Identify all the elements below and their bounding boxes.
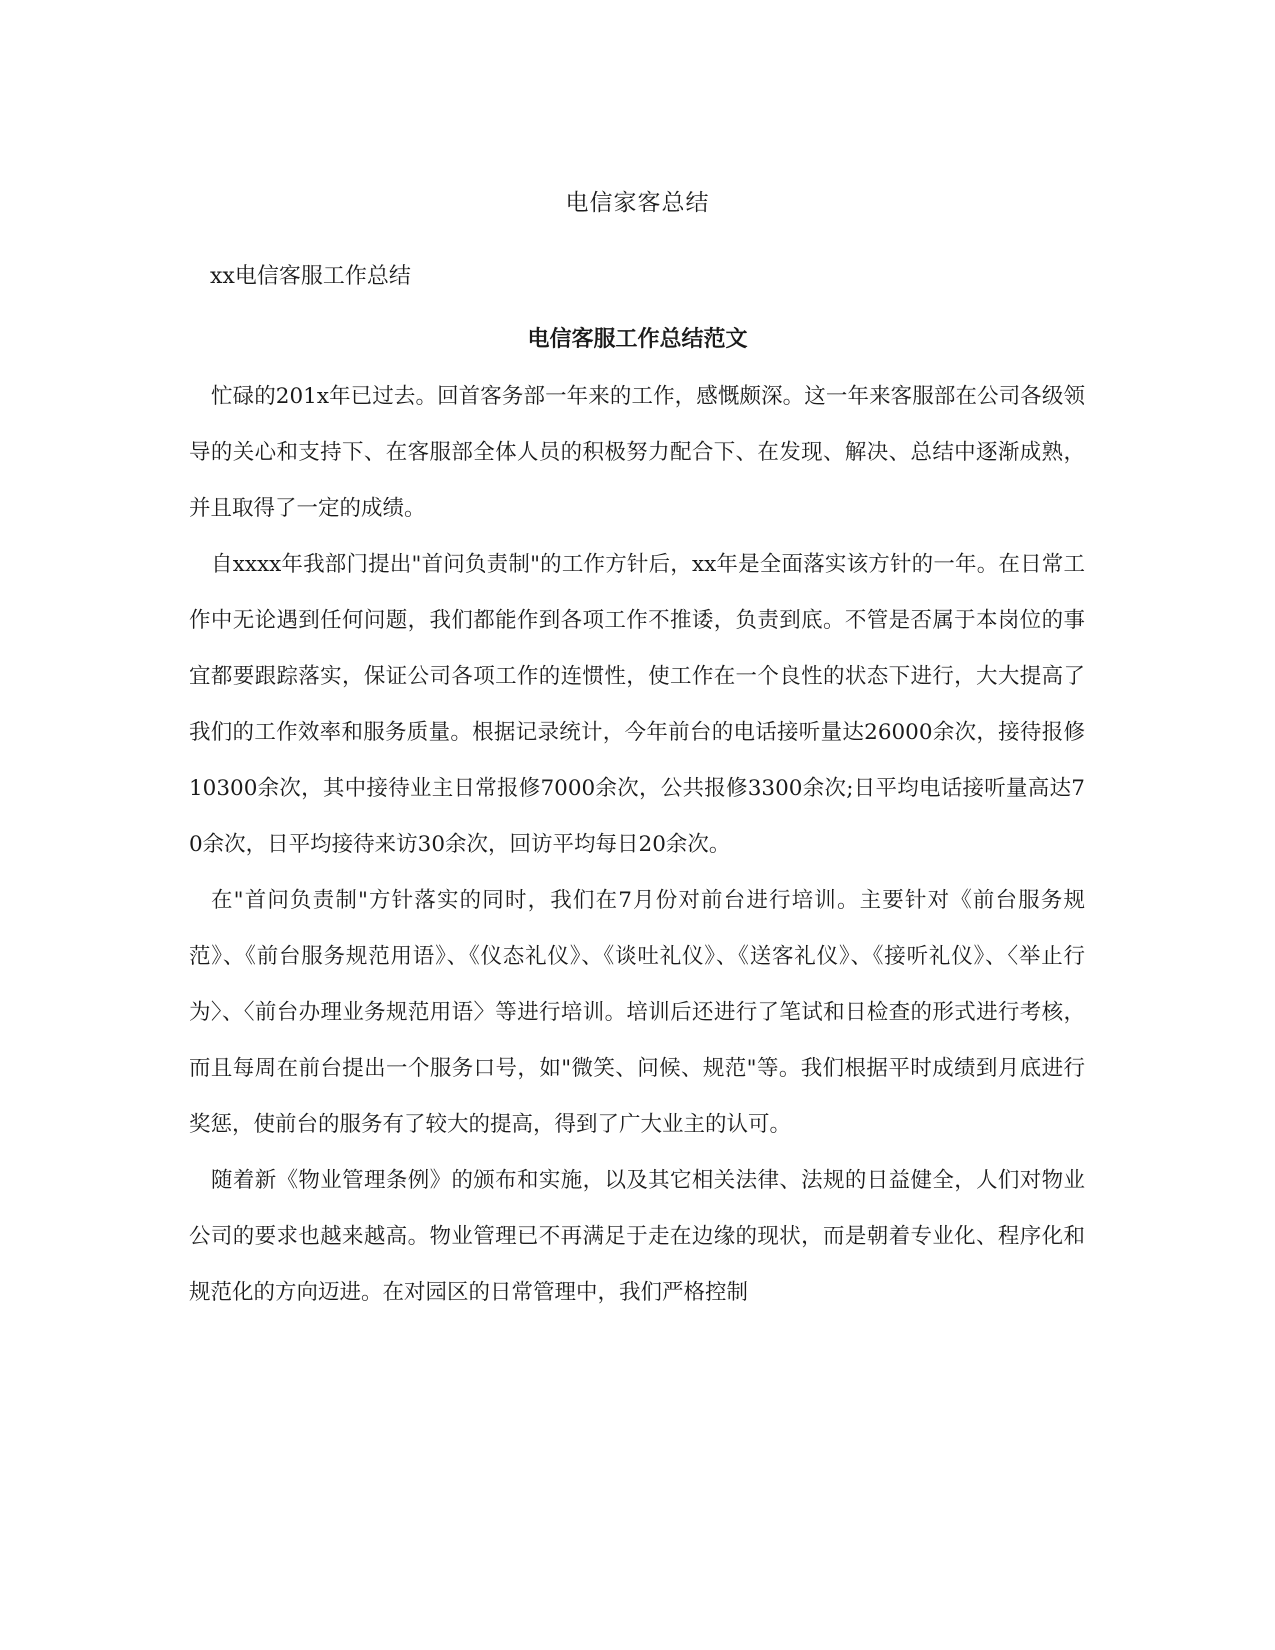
paragraph: 随着新《物业管理条例》的颁布和实施，以及其它相关法律、法规的日益健全，人们对物业公司的要求也越来越高。物业管理已不再满足于走在边缘的现状，而是朝着专业化、程序化和规范化的方向迈进。在对园区的日常管理中，我们严格控制 [189, 1168, 1085, 1305]
paragraph: 自xxxx年我部门提出"首问负责制"的工作方针后，xx年是全面落实该方针的一年。在日常工作中无论遇到任何问题，我们都能作到各项工作不推诿，负责到底。不管是否属于本岗位的事宜都要跟踪落实，保证公司各项工作的连惯性，使工作在一个良性的状态下进行，大大提高了我们的工作效率和服务质量。根据记录统计，今年前台的电话接听量达26000余次，接待报修10300余次，其中接待业主日常报修7000余次，公共报修3300余次;日平均电话接听量高达70余次，日平均接待来访30余次，回访平均每日20余次。 [189, 552, 1085, 857]
paragraph: 忙碌的201x年已过去。回首客务部一年来的工作，感慨颇深。这一年来客服部在公司各级领导的关心和支持下、在客服部全体人员的积极努力配合下、在发现、解决、总结中逐渐成熟，并且取得了一定的成绩。 [189, 384, 1085, 521]
document-subtitle: xx电信客服工作总结 [210, 264, 411, 289]
section-heading: 电信客服工作总结范文 [527, 326, 748, 352]
document-title: 电信家客总结 [565, 190, 710, 216]
body-text [189, 369, 1085, 1321]
paragraph: 在"首问负责制"方针落实的同时，我们在7月份对前台进行培训。主要针对《前台服务规范》、《前台服务规范用语》、《仪态礼仪》、《谈吐礼仪》、《送客礼仪》、《接听礼仪》、〈举止行为〉、〈前台办理业务规范用语〉等进行培训。培训后还进行了笔试和日检查的形式进行考核，而且每周在前台提出一个服务口号，如"微笑、问候、规范"等。我们根据平时成绩到月底进行奖惩，使前台的服务有了较大的提高，得到了广大业主的认可。 [189, 888, 1085, 1137]
